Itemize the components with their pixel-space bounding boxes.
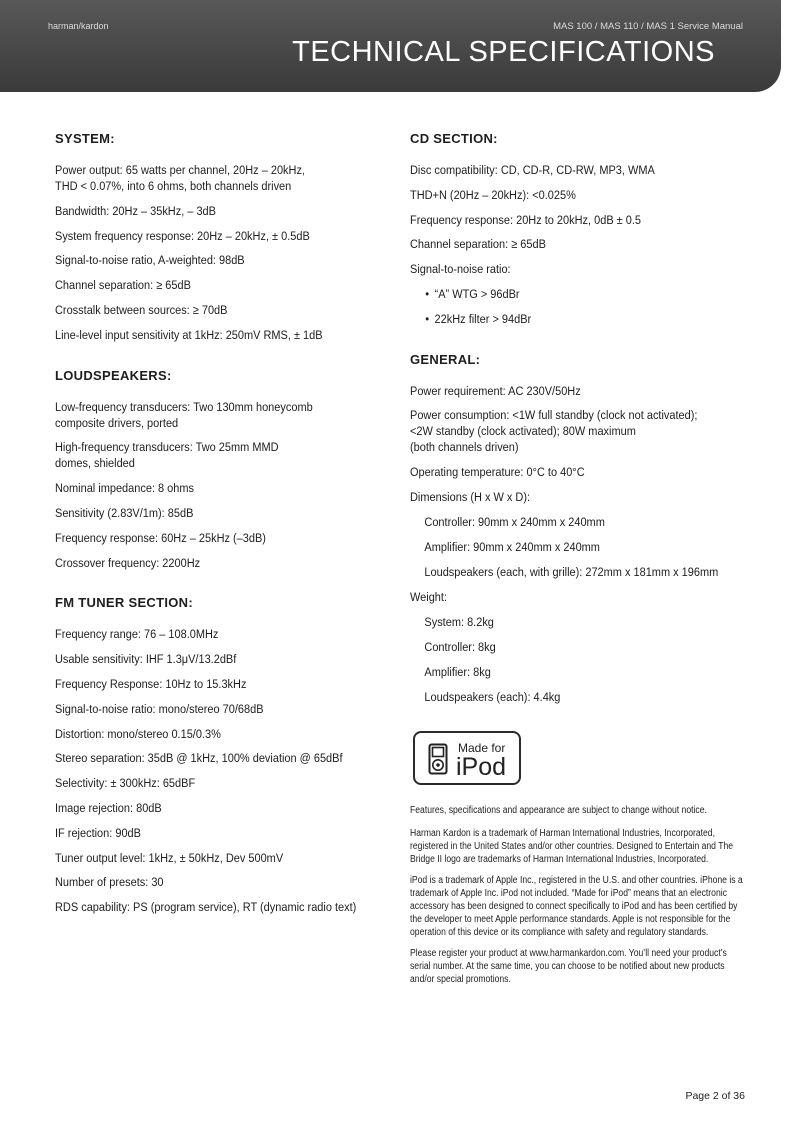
spec-line: Amplifier: 90mm x 240mm x 240mm xyxy=(424,539,600,554)
spec-line: THD+N (20Hz – 20kHz): <0.025% xyxy=(410,187,576,202)
spec-bullet: • “A” WTG > 96dBr xyxy=(410,286,725,302)
system-heading: SYSTEM: xyxy=(55,131,115,146)
spec-line: <2W standby (clock activated); 80W maximum xyxy=(410,424,636,439)
spec-line: Crosstalk between sources: ≥ 70dB xyxy=(55,302,228,317)
brand-name: harman/kardon xyxy=(48,21,109,31)
made-for-label: Made for xyxy=(458,740,506,755)
fm-tuner-heading: FM TUNER SECTION: xyxy=(55,595,193,611)
spec-line: domes, shielded xyxy=(55,456,135,471)
spec-line: Power requirement: AC 230V/50Hz xyxy=(410,383,581,398)
spec-line: Frequency response: 20Hz to 20kHz, 0dB ± 0.5 xyxy=(410,212,642,227)
spec-line: Stereo separation: 35dB @ 1kHz, 100% deviation @ 65dBf xyxy=(55,751,343,766)
spec-line: THD < 0.07%, into 6 ohms, both channels driven xyxy=(55,179,292,193)
spec-line: Power consumption: <1W full standby (clock not activated); xyxy=(410,408,698,423)
spec-line: (both channels driven) xyxy=(410,440,519,455)
spec-line: Channel separation: ≥ 65dB xyxy=(410,237,546,252)
harman-trademark: Harman Kardon is a trademark of Harman International Industries, Incorporated, registered in the United States and/or other countries. Designed to Entertain and The Bridge II logo are trademarks of Harman International Industries, Incorporated. xyxy=(410,827,734,865)
spec-bullet: • 22kHz filter > 94dBr xyxy=(410,311,725,327)
manual-title: MAS 100 / MAS 110 / MAS 1 Service Manual xyxy=(553,21,743,32)
spec-line: RDS capability: PS (program service), RT (dynamic radio text) xyxy=(55,900,357,915)
general-heading: GENERAL: xyxy=(410,351,481,367)
spec-line: System frequency response: 20Hz – 20kHz, ± 0.5dB xyxy=(55,228,310,243)
spec-line: Crossover frequency: 2200Hz xyxy=(55,555,201,570)
spec-line: Low-frequency transducers: Two 130mm honeycomb xyxy=(55,399,313,414)
spec-line: Controller: 8kg xyxy=(424,639,496,654)
left-column xyxy=(55,131,385,924)
features-notice: Features, specifications and appearance are subject to change without notice. xyxy=(410,804,707,816)
ipod-label: iPod xyxy=(456,752,507,781)
spec-line: Signal-to-noise ratio: xyxy=(410,262,511,277)
loudspeakers-heading: LOUDSPEAKERS: xyxy=(55,367,172,383)
cd-heading: CD SECTION: xyxy=(410,131,498,146)
spec-line: Sensitivity (2.83V/1m): 85dB xyxy=(55,505,194,520)
spec-line: Signal-to-noise ratio: mono/stereo 70/68dB xyxy=(55,701,264,716)
spec-line: Bandwidth: 20Hz – 35kHz, – 3dB xyxy=(55,203,216,218)
spec-line: Distortion: mono/stereo 0.15/0.3% xyxy=(55,726,221,741)
spec-line: Frequency response: 60Hz – 25kHz (–3dB) xyxy=(55,530,266,545)
spec-line: Frequency Response: 10Hz to 15.3kHz xyxy=(55,676,247,691)
general-specs xyxy=(410,383,760,705)
loudspeakers-specs xyxy=(55,399,385,571)
spec-line: High-frequency transducers: Two 25mm MMD xyxy=(55,440,279,455)
spec-line: Number of presets: 30 xyxy=(55,875,164,890)
spec-line: composite drivers, ported xyxy=(55,415,179,430)
spec-line: Nominal impedance: 8 ohms xyxy=(55,481,195,496)
page-number: Page 2 of 36 xyxy=(685,1090,745,1102)
page-header xyxy=(0,0,781,92)
spec-line: Signal-to-noise ratio, A-weighted: 98dB xyxy=(55,253,245,268)
spec-line: Tuner output level: 1kHz, ± 50kHz, Dev 500mV xyxy=(55,850,284,865)
spec-line: Dimensions (H x W x D): xyxy=(410,489,531,504)
spec-line: Power output: 65 watts per channel, 20Hz – 20kHz, xyxy=(55,163,305,177)
spec-line: Selectivity: ± 300kHz: 65dBF xyxy=(55,776,196,791)
spec-line: Amplifier: 8kg xyxy=(424,664,491,679)
right-column xyxy=(410,131,760,994)
spec-line: Usable sensitivity: IHF 1.3μV/13.2dBf xyxy=(55,652,237,667)
cd-specs xyxy=(410,162,760,327)
spec-line: IF rejection: 90dB xyxy=(55,825,141,840)
spec-line: Frequency range: 76 – 108.0MHz xyxy=(55,627,219,642)
spec-line: Channel separation: ≥ 65dB xyxy=(55,278,191,293)
spec-line: Loudspeakers (each): 4.4kg xyxy=(424,689,561,704)
spec-line: System: 8.2kg xyxy=(424,614,494,629)
spec-line: Image rejection: 80dB xyxy=(55,800,162,815)
register-notice: Please register your product at www.harmankardon.com. You’ll need your product’s serial number. At the same time, you can choose to be notified about new products and/or special promotions. xyxy=(410,947,727,985)
system-specs xyxy=(55,162,385,343)
spec-line: Line-level input sensitivity at 1kHz: 250mV RMS, ± 1dB xyxy=(55,327,323,342)
spec-line: Weight: xyxy=(410,589,447,604)
spec-line: Loudspeakers (each, with grille): 272mm x 181mm x 196mm xyxy=(424,564,719,579)
ipod-icon xyxy=(428,743,448,775)
page-title: TECHNICAL SPECIFICATIONS xyxy=(292,36,715,68)
spec-line: Disc compatibility: CD, CD-R, CD-RW, MP3, WMA xyxy=(410,163,655,177)
spec-line: Operating temperature: 0°C to 40°C xyxy=(410,465,585,480)
made-for-ipod-logo xyxy=(413,731,521,785)
apple-trademark: iPod is a trademark of Apple Inc., registered in the U.S. and other countries. iPhone is a trademark of Apple Inc. iPod not included. “Made for iPod” means that an electronic accessory has been designed to connect specifically to iPod and has been certified by the developer to meet Apple performance standards. Apple is not responsible for the operation of this device or its compliance with safety and regulatory standards. xyxy=(410,874,743,938)
fm-tuner-specs xyxy=(55,626,385,915)
spec-line: Controller: 90mm x 240mm x 240mm xyxy=(424,514,605,529)
